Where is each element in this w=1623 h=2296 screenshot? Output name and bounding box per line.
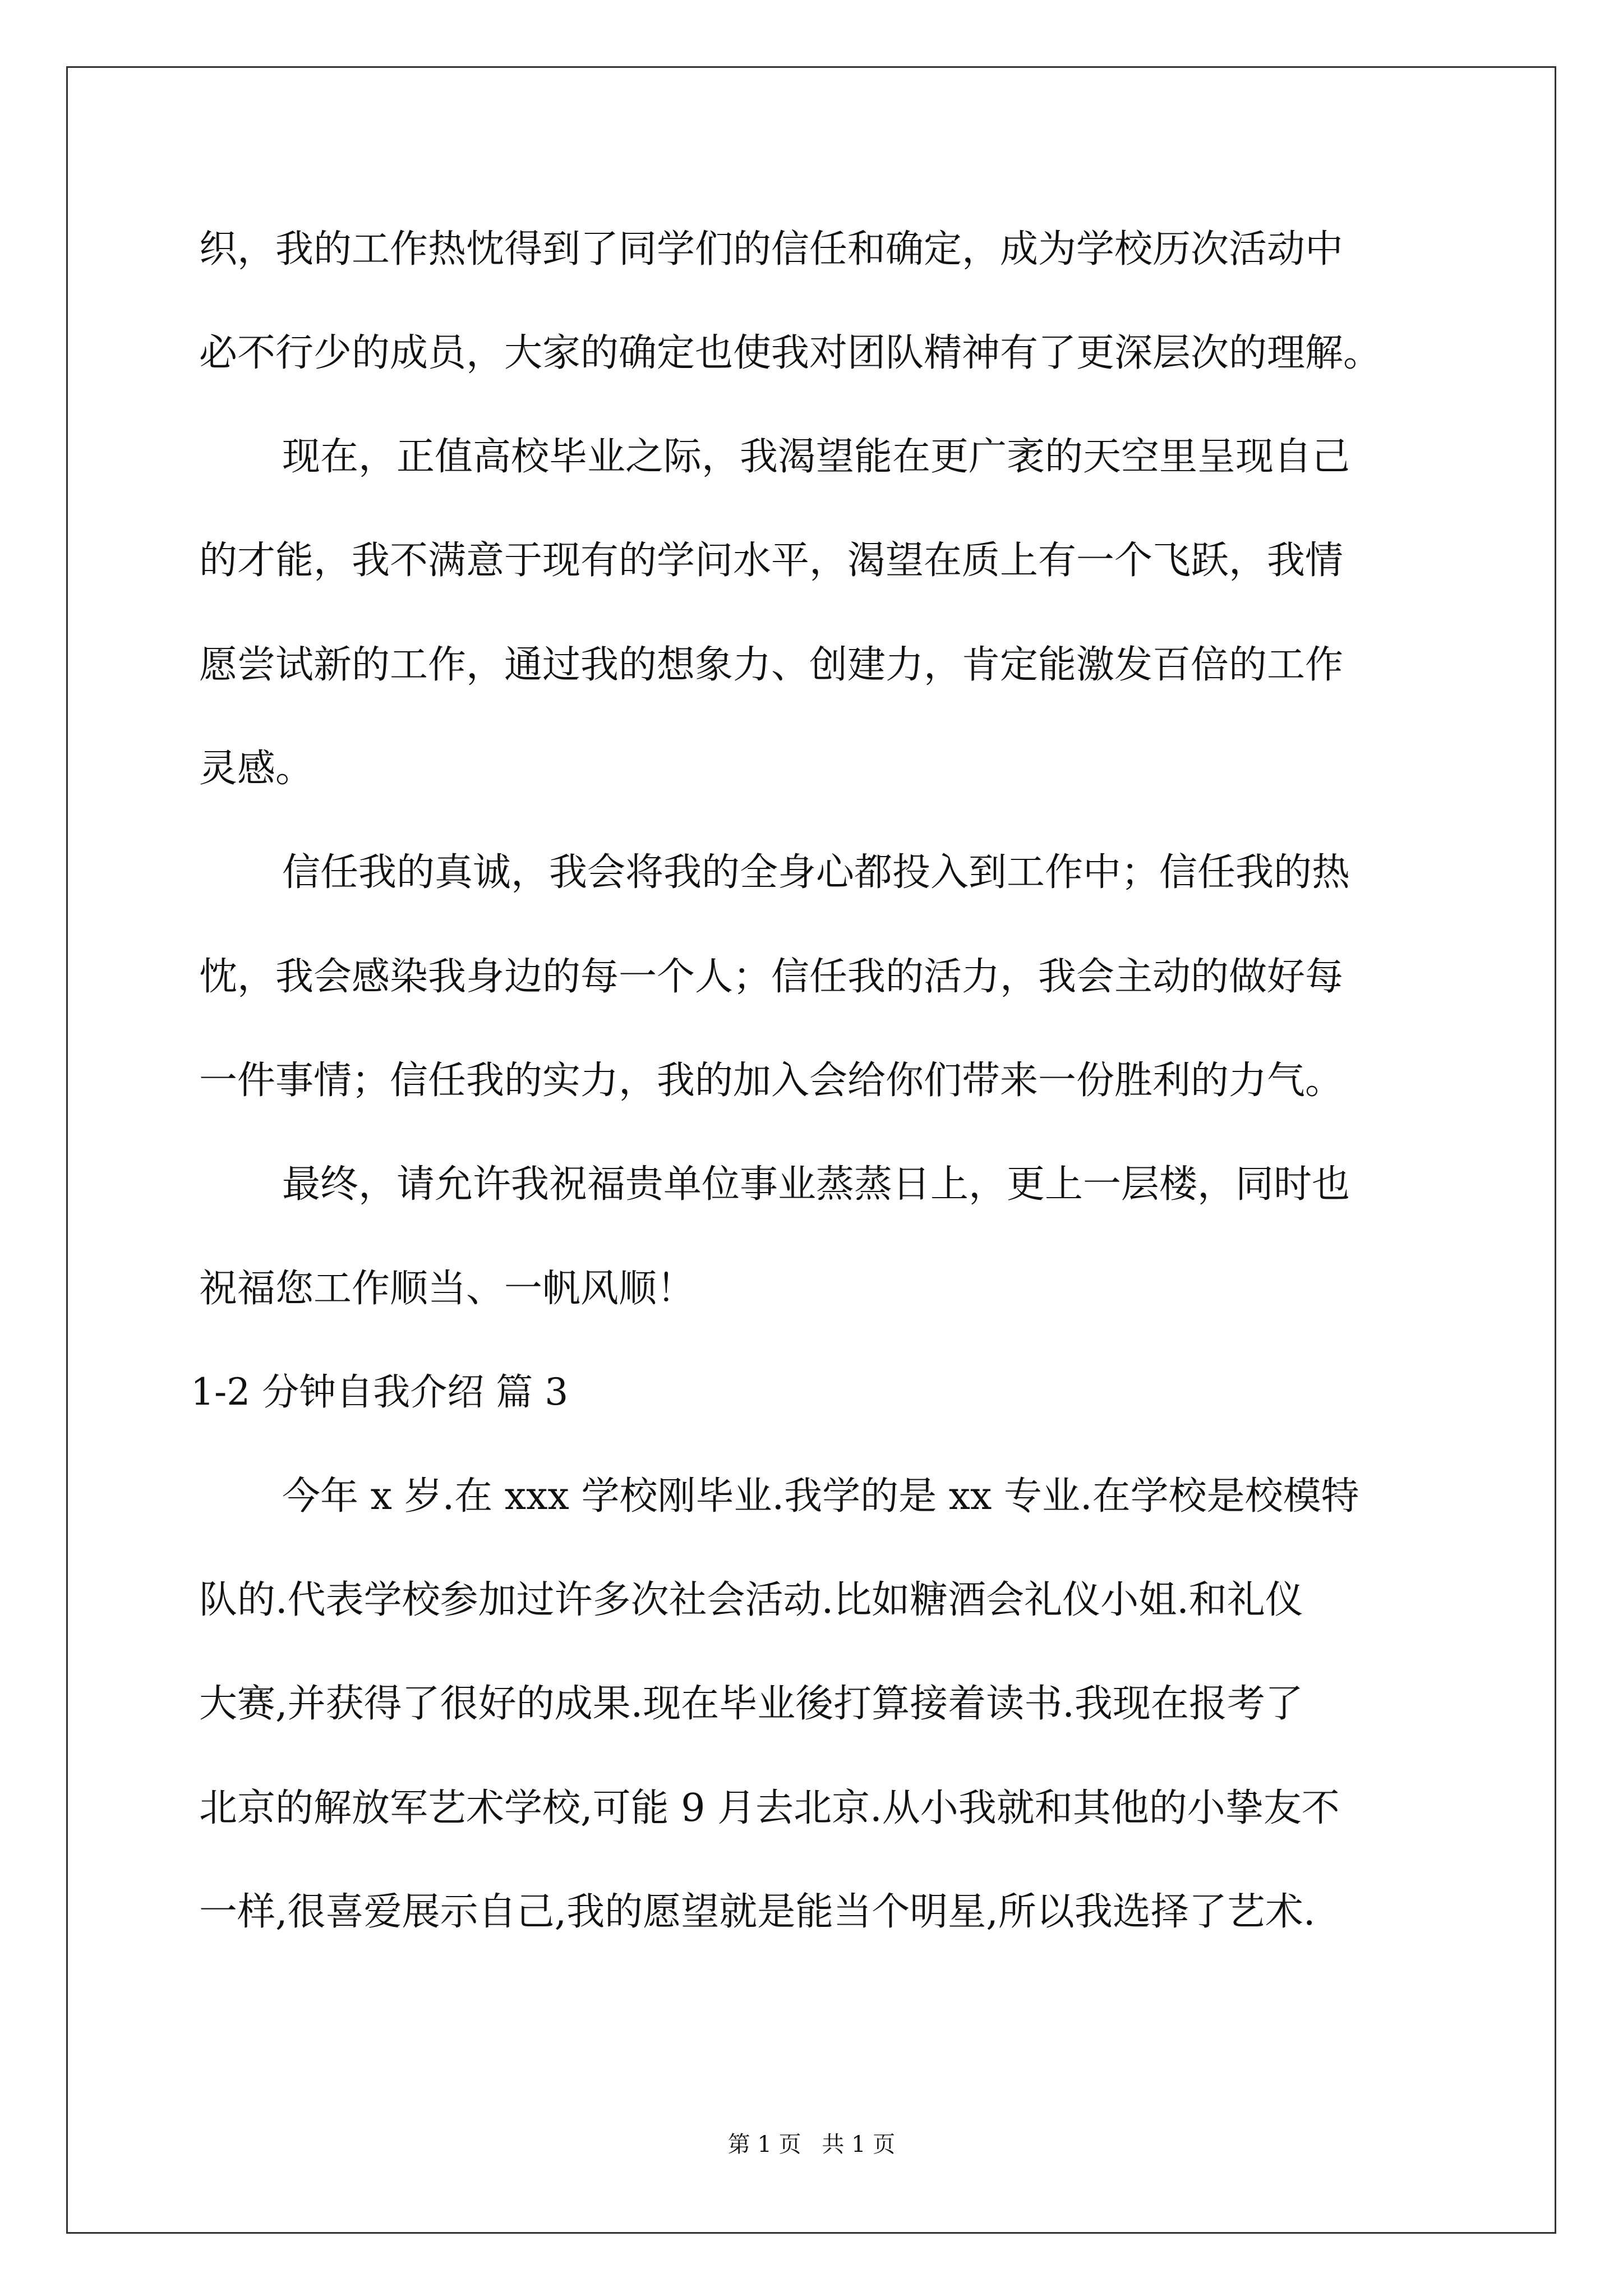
- body-text-line: 忱，我会感染我身边的每一个人；信任我的活力，我会主动的做好每: [199, 955, 1344, 999]
- body-text-line: 最终，请允许我祝福贵单位事业蒸蒸日上，更上一层楼，同时也: [282, 1162, 1350, 1207]
- body-text-line: 必不行少的成员，大家的确定也使我对团队精神有了更深层次的理解。: [199, 331, 1382, 375]
- body-text-line: 祝福您工作顺当、一帆风顺！: [199, 1267, 695, 1311]
- body-text-line: 北京的解放军艺术学校,可能 9 月去北京.从小我就和其他的小挚友不: [199, 1786, 1340, 1830]
- body-text-line: 一样,很喜爱展示自己,我的愿望就是能当个明星,所以我选择了艺术.: [199, 1890, 1316, 1934]
- body-text-line: 一件事情；信任我的实力，我的加入会给你们带来一份胜利的力气。: [199, 1059, 1344, 1103]
- body-text-line: 大赛,并获得了很好的成果.现在毕业後打算接着读书.我现在报考了: [199, 1682, 1303, 1726]
- page-number-total: 共 1 页: [822, 2132, 896, 2157]
- page-number-current: 第 1 页: [727, 2132, 801, 2157]
- body-text-line: 灵感。: [199, 747, 314, 791]
- section-heading: 1-2 分钟自我介绍 篇 3: [191, 1370, 569, 1414]
- body-text-line: 信任我的真诚，我会将我的全身心都投入到工作中；信任我的热: [282, 850, 1350, 895]
- body-text-line: 织，我的工作热忱得到了同学们的信任和确定，成为学校历次活动中: [199, 227, 1344, 272]
- body-text-line: 的才能，我不满意于现有的学问水平，渴望在质上有一个飞跃，我情: [199, 539, 1344, 583]
- page-footer: [0, 2131, 1623, 2159]
- body-text-line: 愿尝试新的工作，通过我的想象力、创建力，肯定能激发百倍的工作: [199, 643, 1344, 687]
- body-text-line: 队的.代表学校参加过许多次社会活动.比如糖酒会礼仪小姐.和礼仪: [199, 1578, 1303, 1622]
- body-text-line: 现在，正值高校毕业之际，我渴望能在更广袤的天空里呈现自己: [282, 435, 1350, 479]
- body-text-line: 今年 x 岁.在 xxx 学校刚毕业.我学的是 xx 专业.在学校是校模特: [282, 1474, 1359, 1519]
